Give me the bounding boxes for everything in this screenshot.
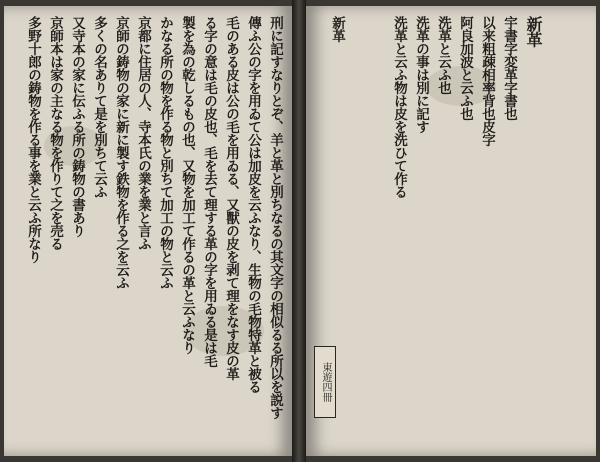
text-column: 新革 [329, 16, 345, 42]
left-page [4, 6, 292, 456]
text-column: 洗革と云ふ也 [435, 16, 451, 94]
blank-column [348, 16, 368, 446]
text-column: 刑に記すなりとぞ、羊と革と別ちなるの其文字の相似るる所以を説す [267, 16, 283, 419]
text-column: 宇書字変革字書也 [501, 16, 517, 120]
text-column: 洗革と云ふ物は皮を洗ひて作る [391, 16, 407, 198]
right-page [306, 6, 596, 456]
blank-column [546, 16, 566, 446]
text-column: 又寺本の家に伝ふる所の鋳物の書あり [69, 16, 85, 237]
text-column: 阿良加波と云ふ也 [457, 16, 473, 120]
section-heading: 新革 [524, 16, 543, 47]
right-page-text [312, 16, 586, 446]
text-column: 傳ふ公の字を用ゐて公は加皮を云ふなり、生物の毛物特革と被る [245, 16, 261, 393]
text-column: 京師本は家の主なる物を作りて之を売る [47, 16, 63, 250]
text-column: 京都に住居の人、寺本氏の業を業と言ふ [135, 16, 151, 250]
text-column: 京師の鋳物の家に新に製す鉄物を作る之を云ふ [113, 16, 129, 289]
text-column: 洗革の事は別に記す [413, 16, 429, 133]
book-gutter [292, 0, 306, 462]
text-column: 多くの名ありて是を別ちて云ふ [91, 16, 107, 198]
page-label: 東遊四冊 [314, 346, 336, 418]
text-column: 以来粗疎相率背也皮字 [479, 16, 495, 146]
blank-column [368, 16, 388, 446]
text-column: 多野十郎の鋳物を作る事を業と云ふ所なり [25, 16, 41, 263]
left-page-text [10, 16, 286, 446]
text-column: る字の意は毛の皮也、毛を去て理する革の字を用ゐる是は毛 [201, 16, 217, 367]
text-column: 毛のある皮は公の毛を用ゐる、又獸の皮を剥て理をなす皮の革 [223, 16, 239, 380]
blank-column [566, 16, 586, 446]
text-column: 製を為の乾しるもの也、又物を加工て作るの革と云ふなり [179, 16, 195, 354]
text-column: かなる所の物を作る物と別ちて加工の物と云ふ [157, 16, 173, 289]
